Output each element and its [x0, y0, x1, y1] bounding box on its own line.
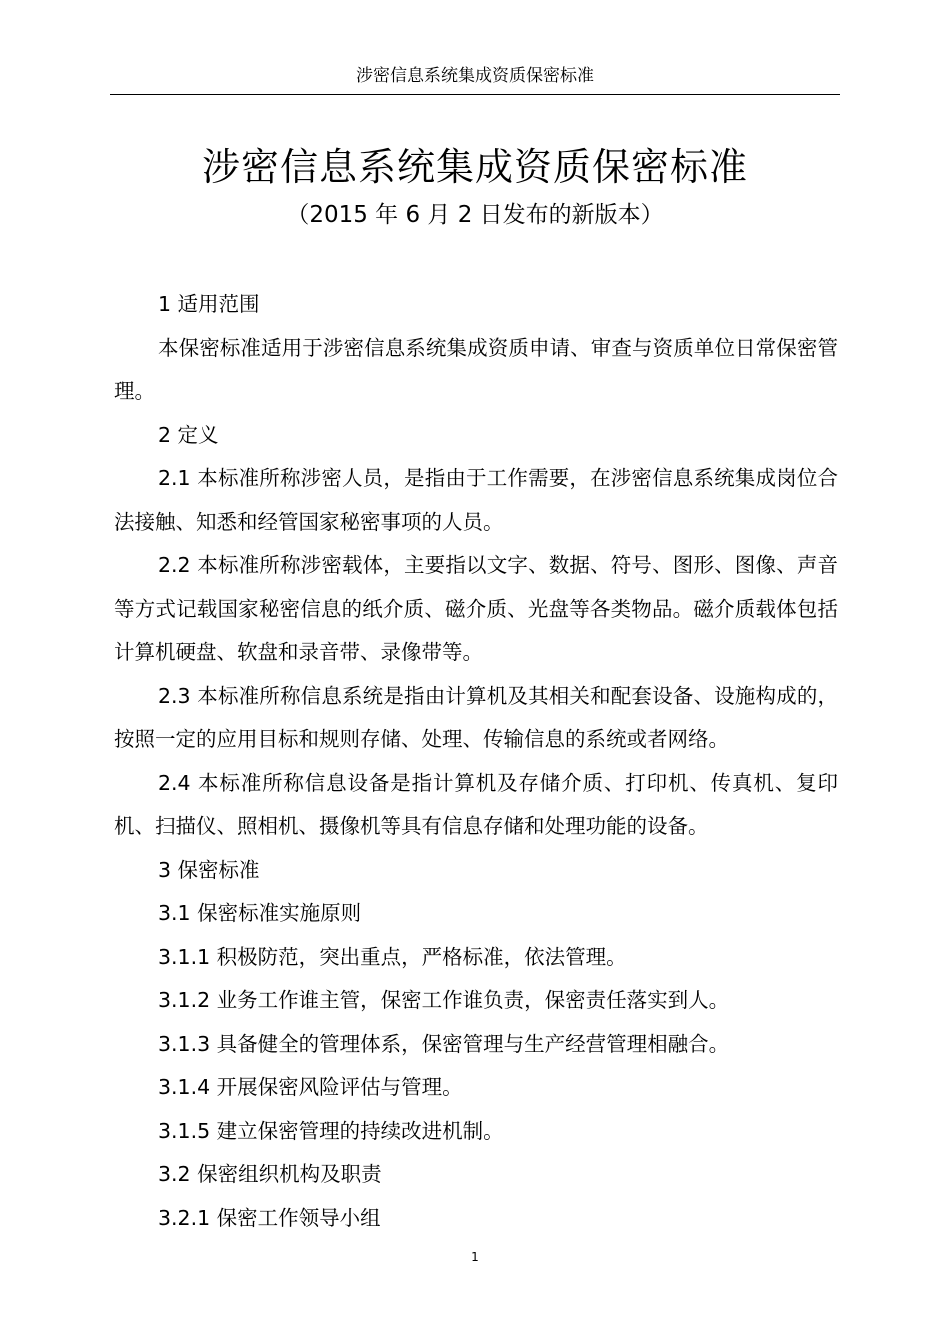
paragraph-2-2: 2.2 本标准所称涉密载体，主要指以文字、数据、符号、图形、图像、声音等方式记载国家秘密信息的纸介质、磁介质、光盘等各类物品。磁介质载体包括计算机硬盘、软盘和录音带、录像带等。	[114, 553, 838, 664]
item-3-1-4: 3.1.4 开展保密风险评估与管理。	[158, 1075, 463, 1099]
paragraph-2-3: 2.3 本标准所称信息系统是指由计算机及其相关和配套设备、设施构成的，按照一定的应用目标和规则存储、处理、传输信息的系统或者网络。	[114, 683, 838, 751]
subsection-heading-3-2: 3.2 保密组织机构及职责	[158, 1162, 382, 1186]
item-3-1-5: 3.1.5 建立保密管理的持续改进机制。	[158, 1118, 504, 1143]
paragraph-2-1: 2.1 本标准所称涉密人员，是指由于工作需要，在涉密信息系统集成岗位合法接触、知悉和经管国家秘密事项的人员。	[114, 466, 838, 534]
paragraph-2-4: 2.4 本标准所称信息设备是指计算机及存储介质、打印机、传真机、复印机、扫描仪、照相机、摄像机等具有信息存储和处理功能的设备。	[114, 770, 838, 838]
document-subtitle: （2015 年 6 月 2 日发布的新版本）	[286, 202, 664, 228]
section-heading-1: 1 适用范围	[158, 292, 260, 316]
item-3-1-3: 3.1.3 具备健全的管理体系，保密管理与生产经营管理相融合。	[158, 1031, 730, 1056]
item-3-2-1: 3.2.1 保密工作领导小组	[158, 1205, 381, 1230]
paragraph-scope: 本保密标准适用于涉密信息系统集成资质申请、审查与资质单位日常保密管理。	[114, 335, 838, 403]
item-3-1-1: 3.1.1 积极防范，突出重点，严格标准，依法管理。	[158, 944, 627, 969]
subsection-heading-3-1: 3.1 保密标准实施原则	[158, 901, 362, 925]
section-heading-2: 2 定义	[158, 422, 219, 447]
document-title: 涉密信息系统集成资质保密标准	[201, 145, 748, 189]
body-text	[114, 283, 838, 1240]
item-3-1-2: 3.1.2 业务工作谁主管，保密工作谁负责，保密责任落实到人。	[158, 988, 730, 1012]
section-heading-3: 3 保密标准	[158, 857, 260, 882]
page-number: 1	[471, 1250, 479, 1264]
running-header: 涉密信息系统集成资质保密标准	[356, 66, 594, 86]
header-rule	[110, 94, 840, 95]
